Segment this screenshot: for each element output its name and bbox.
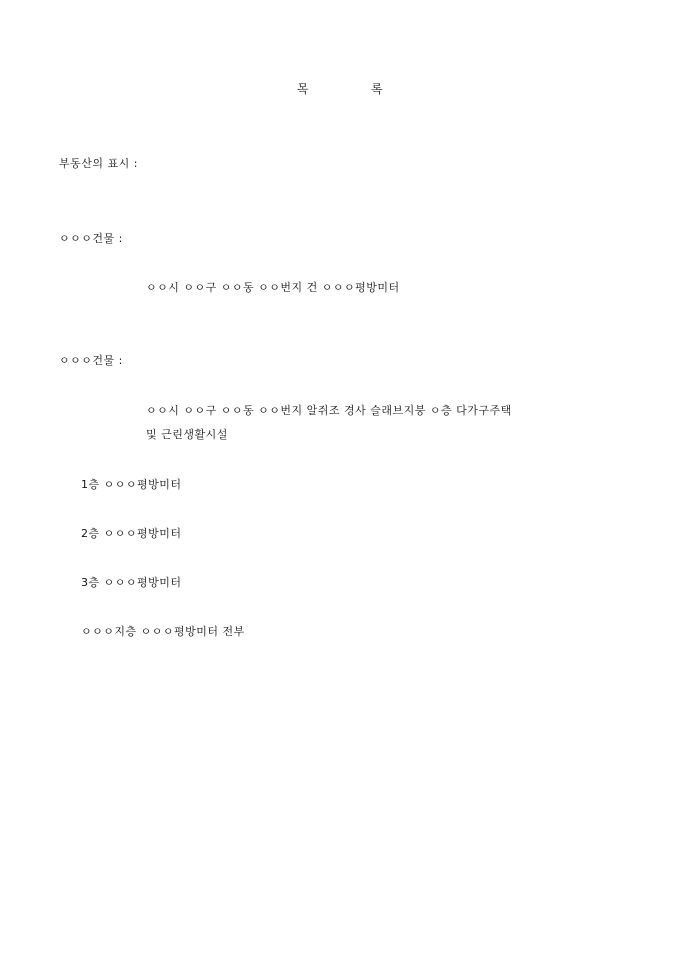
building-2-label: ㅇㅇㅇ건물 : bbox=[59, 354, 123, 367]
property-label: 부동산의 표시 : bbox=[59, 157, 138, 170]
building-1-label: ㅇㅇㅇ건물 : bbox=[59, 232, 123, 245]
title-part-2: 록 bbox=[371, 82, 384, 96]
floor-1-area: 1층 ㅇㅇㅇ평방미터 bbox=[81, 478, 182, 491]
building-2-description-line-2: 및 근린생활시설 bbox=[146, 428, 228, 441]
underground-floor-area: ㅇㅇㅇ지층 ㅇㅇㅇ평방미터 전부 bbox=[81, 625, 245, 638]
floor-3-area: 3층 ㅇㅇㅇ평방미터 bbox=[81, 576, 182, 589]
title-part-1: 목 bbox=[296, 82, 309, 96]
page-title bbox=[0, 80, 680, 97]
building-1-description: ㅇㅇ시 ㅇㅇ구 ㅇㅇ동 ㅇㅇ번지 건 ㅇㅇㅇ평방미터 bbox=[146, 281, 400, 294]
building-2-description-line-1: ㅇㅇ시 ㅇㅇ구 ㅇㅇ동 ㅇㅇ번지 알쥐조 경사 슬래브지붕 ㅇ층 다가구주택 bbox=[146, 404, 512, 417]
floor-2-area: 2층 ㅇㅇㅇ평방미터 bbox=[81, 527, 182, 540]
